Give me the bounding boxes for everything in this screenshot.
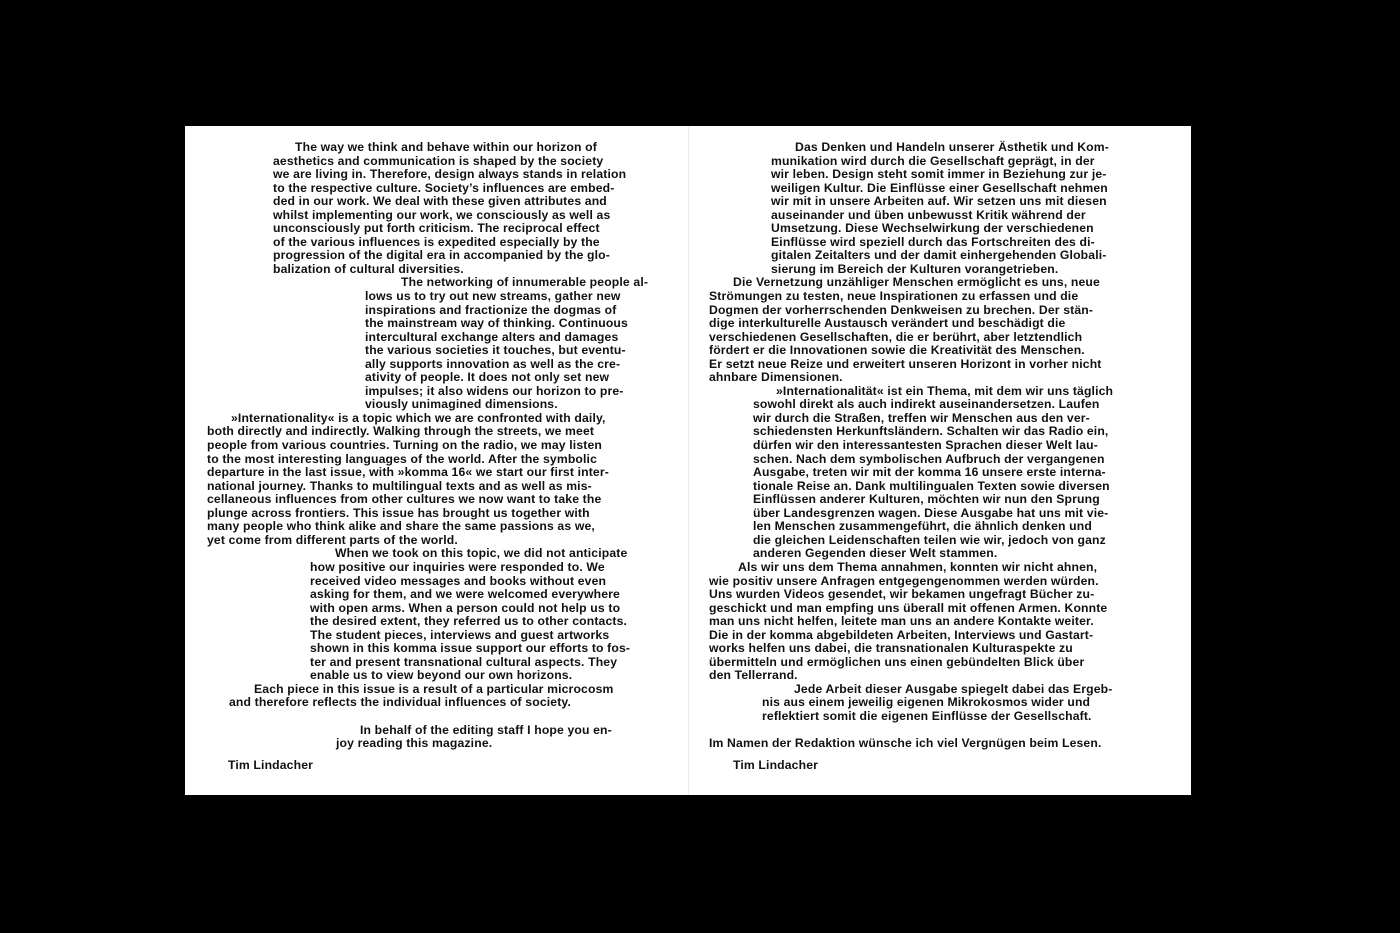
text-line: we are living in. Therefore, design always stands in relation [273, 167, 627, 182]
text-line: how positive our inquiries were responded to. We [310, 559, 605, 574]
text-line: Each piece in this issue is a result of a particular microcosm [254, 681, 614, 696]
text-line: Uns wurden Videos gesendet, wir bekamen ungefragt Bücher zu- [709, 587, 1095, 602]
text-line: die gleichen Leidenschaften teilen wie wir, jedoch von ganz [753, 532, 1106, 547]
text-line: departure in the last issue, with »komma 16« we start our first inter- [207, 465, 609, 480]
text-line: »Internationalität« ist ein Thema, mit dem wir uns täglich [776, 383, 1114, 398]
text-line: of the various influences is expedited especially by the [273, 234, 600, 249]
text-line: viously unimagined dimensions. [365, 397, 558, 412]
text-line: man uns nicht helfen, leitete man uns an andere Kontakte weiter. [709, 614, 1094, 629]
blank-line [709, 724, 1177, 738]
text-line: the various societies it touches, but eventu- [365, 343, 626, 358]
text-line: Die Vernetzung unzähliger Menschen ermöglicht es uns, neue [733, 275, 1100, 290]
text-line: wir leben. Design steht somit immer in Beziehung zur je- [771, 167, 1107, 182]
text-line: verschiedenen Gesellschaften, die er berührt, aber letztendlich [709, 329, 1083, 344]
text-line: ahnbare Dimensionen. [709, 370, 843, 385]
english-editorial-text [207, 141, 673, 751]
text-line: national journey. Thanks to multilingual texts and as well as mis- [207, 478, 592, 493]
text-line: progression of the digital era in accompanied by the glo- [273, 248, 610, 263]
text-line: ally supports innovation as well as the cre- [365, 356, 621, 371]
text-line: Ausgabe, treten wir mit der komma 16 unsere erste interna- [753, 465, 1106, 480]
text-line: weiligen Kultur. Die Einflüsse einer Gesellschaft nehmen [771, 180, 1108, 195]
text-line: Einflüsse wird speziell durch das Fortschreiten des di- [771, 234, 1095, 249]
text-line: impulses; it also widens our horizon to pre- [365, 383, 624, 398]
text-line: lows us to try out new streams, gather new [365, 289, 621, 304]
text-line: asking for them, and we were welcomed everywhere [310, 587, 620, 602]
text-line: with open arms. When a person could not help us to [310, 600, 621, 615]
text-line: received video messages and books without even [310, 573, 607, 588]
text-line: Strömungen zu testen, neue Inspirationen zu erfassen und die [709, 289, 1079, 304]
text-line: In behalf of the editing staff I hope you en- [360, 722, 612, 737]
text-line: the desired extent, they referred us to other contacts. [310, 614, 628, 629]
text-line: dige interkulturelle Austausch verändert und beschädigt die [709, 316, 1066, 331]
text-line: geschickt und man empfing uns überall mit offenen Armen. Konnte [709, 600, 1108, 615]
text-line: works helfen uns dabei, die transnationalen Kulturaspekte zu [709, 641, 1073, 656]
text-line: plunge across frontiers. This issue has brought us together with [207, 505, 590, 520]
text-line: nis aus einem jeweilig eigenen Mikrokosmos wider und [762, 695, 1091, 710]
english-page [207, 141, 673, 772]
german-page [709, 141, 1177, 772]
blank-line [207, 710, 673, 724]
text-line: Das Denken und Handeln unserer Ästhetik und Kom- [795, 140, 1109, 154]
text-line: tionale Reise an. Dank multilingualen Texten sowie diversen [753, 478, 1110, 493]
text-line: dürfen wir den interessantesten Sprachen dieser Welt lau- [753, 438, 1098, 453]
text-line: people from various countries. Turning on the radio, we may listen [207, 438, 602, 453]
magazine-spread [185, 126, 1191, 795]
text-line: Jede Arbeit dieser Ausgabe spiegelt dabei das Ergeb- [794, 681, 1113, 696]
text-line: Im Namen der Redaktion wünsche ich viel Vergnügen beim Lesen. [709, 736, 1102, 751]
german-editorial-text [709, 141, 1177, 751]
text-line: übermitteln und ermöglichen uns einen gebündelten Blick über [709, 654, 1085, 669]
text-line: to the respective culture. Society’s influences are embed- [273, 180, 615, 195]
text-line: wir mit in unsere Arbeiten auf. Wir setzen uns mit diesen [771, 194, 1107, 209]
text-line: joy reading this magazine. [336, 736, 493, 751]
text-line: inspirations and fractionize the dogmas of [365, 302, 617, 317]
text-line: to the most interesting languages of the world. After the symbolic [207, 451, 598, 466]
text-line: the mainstream way of thinking. Continuous [365, 316, 628, 331]
text-line: The student pieces, interviews and guest artworks [310, 627, 610, 642]
text-line: Einflüssen anderer Kulturen, möchten wir nun den Sprung [753, 492, 1100, 507]
text-line: and therefore reflects the individual influences of society. [229, 695, 571, 710]
text-line: yet come from different parts of the world. [207, 532, 458, 547]
text-line: sowohl direkt als auch indirekt auseinandersetzen. Laufen [753, 397, 1100, 412]
text-line: enable us to view beyond our own horizons. [310, 668, 573, 683]
text-line: both directly and indirectly. Walking through the streets, we meet [207, 424, 595, 439]
text-line: The way we think and behave within our horizon of [295, 140, 597, 154]
text-line: ter and present transnational cultural aspects. They [310, 654, 618, 669]
german-signature: Tim Lindacher [733, 757, 819, 772]
text-line: den Tellerrand. [709, 668, 798, 683]
text-line: many people who think alike and share the same passions as we, [207, 519, 595, 534]
text-line: len Menschen zusammengeführt, die ähnlich denken und [753, 519, 1092, 534]
text-line: balization of cultural diversities. [273, 261, 464, 276]
text-line: Die in der komma abgebildeten Arbeiten, Interviews und Gastart- [709, 627, 1094, 642]
text-line: cellaneous influences from other cultures we now want to take the [207, 492, 602, 507]
text-line: wie positiv unsere Anfragen entgegengenommen werden würden. [709, 573, 1099, 588]
text-line: reflektiert somit die eigenen Einflüsse der Gesellschaft. [762, 708, 1092, 723]
text-line: Dogmen der vorherrschenden Denkweisen zu brechen. Der stän- [709, 302, 1094, 317]
text-line: über Landesgrenzen wagen. Diese Ausgabe hat uns mit vie- [753, 505, 1109, 520]
page-fold [688, 126, 689, 795]
text-line: aesthetics and communication is shaped by the society [273, 153, 604, 168]
text-line: ativity of people. It does not only set new [365, 370, 610, 385]
text-line: ded in our work. We deal with these given attributes and [273, 194, 607, 209]
text-line: schen. Nach dem symbolischen Aufbruch der vergangenen [753, 451, 1105, 466]
text-line: Er setzt neue Reize und erweitert unseren Horizont in vorher nicht [709, 356, 1102, 371]
text-line: fördert er die Innovationen sowie die Kreativität des Menschen. [709, 343, 1085, 358]
text-line: Als wir uns dem Thema annahmen, konnten wir nicht ahnen, [738, 559, 1098, 574]
text-line: anderen Gegenden dieser Welt stammen. [753, 546, 998, 561]
english-signature: Tim Lindacher [228, 757, 314, 772]
text-line: whilst implementing our work, we consciously as well as [273, 207, 611, 222]
text-line: The networking of innumerable people al- [401, 275, 649, 290]
text-line: wir durch die Straßen, treffen wir Menschen aus den ver- [753, 410, 1090, 425]
text-line: gitalen Zeitalters und der damit einhergehenden Globali- [771, 248, 1107, 263]
text-line: When we took on this topic, we did not anticipate [335, 546, 628, 561]
text-line: shown in this komma issue support our efforts to fos- [310, 641, 631, 656]
text-line: sierung im Bereich der Kulturen vorangetrieben. [771, 261, 1059, 276]
text-line: auseinander und üben unbewusst Kritik während der [771, 207, 1086, 222]
text-line: Umsetzung. Diese Wechselwirkung der verschiedenen [771, 221, 1094, 236]
text-line: schiedensten Herkunftsländern. Schalten wir das Radio ein, [753, 424, 1109, 439]
text-line: »Internationality« is a topic which we are confronted with daily, [231, 410, 606, 425]
text-line: munikation wird durch die Gesellschaft geprägt, in der [771, 153, 1095, 168]
text-line: unconsciously put forth criticism. The reciprocal effect [273, 221, 600, 236]
text-line: intercultural exchange alters and damages [365, 329, 619, 344]
